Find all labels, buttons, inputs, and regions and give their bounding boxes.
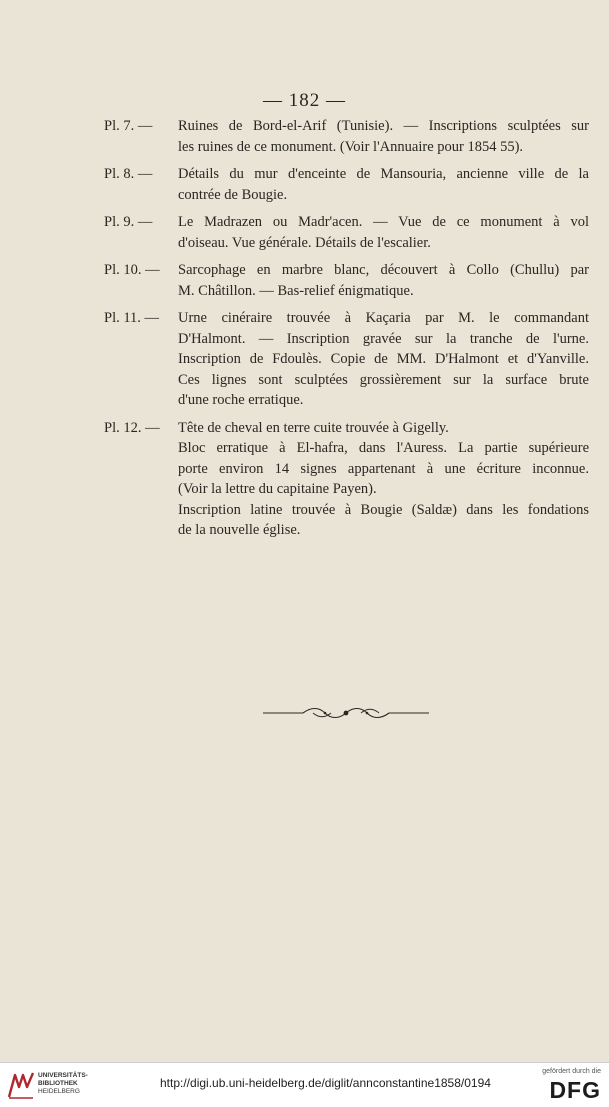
plate-entry	[104, 164, 589, 205]
text-line: Sarcophage en marbre blanc, découvert à Collo (Chullu) par	[178, 262, 589, 278]
plate-label: Pl. 9. —	[104, 214, 153, 230]
plate-entry	[104, 260, 589, 301]
plate-description	[178, 308, 589, 411]
plate-entry	[104, 212, 589, 253]
plate-description	[178, 116, 589, 157]
plate-label: Pl. 7. —	[104, 118, 153, 134]
plate-entry	[104, 418, 589, 541]
plate-description	[178, 418, 589, 541]
text-line: contrée de Bougie.	[178, 186, 288, 203]
text-line: Inscription latine trouvée à Bougie (Saldæ) dans les fondations	[178, 501, 589, 518]
library-name-line: HEIDELBERG	[38, 1088, 80, 1095]
text-line: M. Châtillon. — Bas-relief énigmatique.	[178, 282, 414, 299]
library-name-line: BIBLIOTHEK	[38, 1080, 78, 1087]
text-line: Détails du mur d'enceinte de Mansouria, ancienne ville de la	[178, 166, 589, 182]
plate-list	[104, 116, 589, 548]
text-line: (Voir la lettre du capitaine Payen).	[178, 481, 377, 497]
text-line: Urne cinéraire trouvée à Kaçaria par M. le commandant	[178, 310, 589, 326]
text-line: de la nouvelle église.	[178, 522, 301, 538]
dfg-logo: DFG	[549, 1077, 601, 1103]
text-line: Ces lignes sont sculptées grossièrement sur la surface brute	[178, 371, 589, 388]
text-line: d'une roche erratique.	[178, 392, 304, 408]
plate-label: Pl. 12. —	[104, 419, 160, 436]
page-number: — 182 —	[263, 90, 346, 111]
text-line: Tête de cheval en terre cuite trouvée à Gigelly.	[178, 419, 449, 436]
text-line: Inscription de Fdoulès. Copie de MM. D'Halmont et d'Yanville.	[178, 351, 589, 367]
viewer-footer	[0, 1062, 609, 1107]
plate-description	[178, 260, 589, 301]
university-library-logo-icon	[6, 1070, 36, 1100]
text-line: Le Madrazen ou Madr'acen. — Vue de ce monument à vol	[178, 214, 589, 230]
text-line: les ruines de ce monument. (Voir l'Annuaire pour 1854 55).	[178, 138, 524, 155]
permalink-url[interactable]: http://digi.ub.uni-heidelberg.de/diglit/annconstantine1858/0194	[160, 1076, 491, 1090]
text-line: Bloc erratique à El-hafra, dans l'Auress. La partie supérieure	[178, 440, 589, 456]
ornament-divider	[263, 704, 429, 722]
plate-entry	[104, 308, 589, 411]
plate-label: Pl. 10. —	[104, 262, 160, 278]
plate-entry	[104, 116, 589, 157]
plate-label: Pl. 11. —	[104, 310, 160, 326]
text-line: porte environ 14 signes appartenant à une écriture inconnue.	[178, 460, 589, 477]
library-name-line: UNIVERSITÄTS-	[38, 1072, 88, 1079]
text-line: d'oiseau. Vue générale. Détails de l'escalier.	[178, 234, 431, 251]
funded-by-label: gefördert durch die	[542, 1068, 601, 1075]
text-line: Ruines de Bord-el-Arif (Tunisie). — Inscriptions sculptées sur	[178, 118, 589, 134]
plate-label: Pl. 8. —	[104, 166, 153, 182]
text-line: D'Halmont. — Inscription gravée sur la tranche de l'urne.	[178, 330, 589, 347]
library-name	[38, 1072, 88, 1096]
plate-description	[178, 212, 589, 253]
plate-description	[178, 164, 589, 205]
